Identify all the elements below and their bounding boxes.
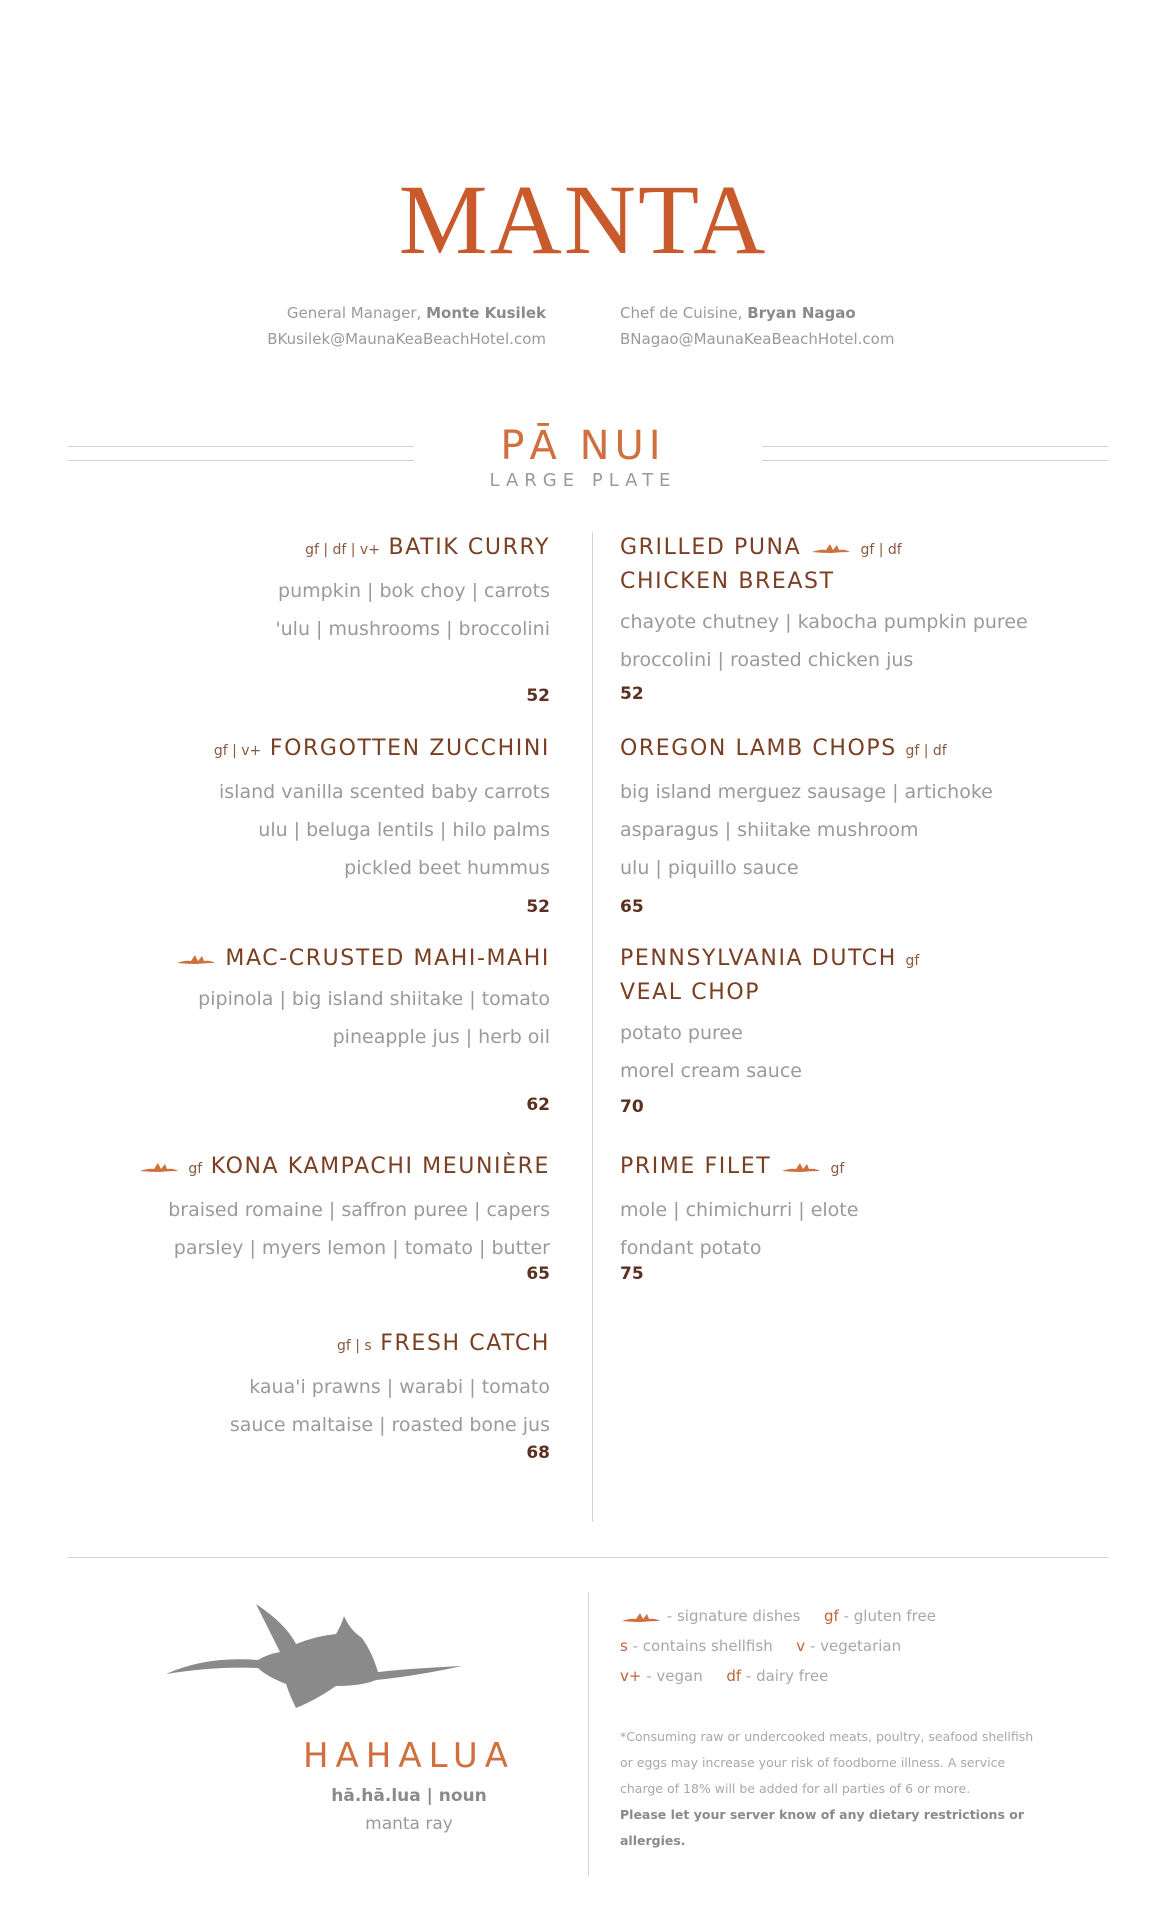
column-divider: [592, 532, 593, 1522]
item-title: [30, 532, 550, 566]
desc-line: mole | chimichurri | elote: [620, 1199, 859, 1221]
desc-line: parsley | myers lemon | tomato | butter: [173, 1237, 550, 1259]
legend-gf-key: gf: [824, 1607, 839, 1625]
menu-item-kona-kampachi: [30, 1151, 550, 1267]
menu-item-fresh-catch: [30, 1328, 550, 1444]
desc-line: chayote chutney | kabocha pumpkin puree: [620, 611, 1028, 633]
gm-email[interactable]: BKusilek@MaunaKeaBeachHotel.com: [267, 330, 546, 348]
desc-line: fondant potato: [620, 1237, 762, 1259]
chef-email[interactable]: BNagao@MaunaKeaBeachHotel.com: [620, 330, 895, 348]
footer-rule: [68, 1557, 1108, 1558]
item-name: OREGON LAMB CHOPS: [620, 736, 897, 761]
legend-df-key: df: [726, 1667, 742, 1685]
section-title: PĀ NUI: [500, 423, 666, 469]
diet-tags: gf | df: [905, 743, 947, 759]
item-name: KONA KAMPACHI MEUNIÈRE: [210, 1154, 550, 1179]
item-name: MAC-CRUSTED MAHI-MAHI: [225, 946, 550, 971]
diet-tags: gf: [905, 953, 920, 969]
item-price: 52: [526, 897, 550, 917]
diet-tags: gf | df | v+: [305, 542, 380, 558]
gm-name: Monte Kusilek: [426, 304, 546, 322]
item-description: [620, 773, 1140, 887]
legend-df: - dairy free: [745, 1667, 829, 1685]
chef-name: Bryan Nagao: [747, 304, 856, 322]
manta-ray-icon: [166, 1596, 462, 1712]
item-price: 68: [526, 1443, 550, 1463]
title-line-1: [620, 532, 1140, 566]
item-description: [30, 980, 550, 1056]
notice-line: *Consuming raw or undercooked meats, poultry, seafood shellfish: [620, 1729, 1034, 1744]
menu-item-mac-crusted-mahi-mahi: [30, 943, 550, 1056]
desc-line: ulu | beluga lentils | hilo palms: [258, 819, 550, 841]
item-title: [620, 943, 1140, 1008]
hahalua-word: HAHALUA: [302, 1736, 516, 1776]
desc-line: braised romaine | saffron puree | capers: [168, 1199, 550, 1221]
chef-line: [620, 300, 894, 326]
item-description: [620, 603, 1140, 679]
gm-line: [267, 300, 546, 326]
item-name: BATIK CURRY: [388, 535, 550, 560]
diet-tags: gf: [188, 1161, 203, 1177]
legend-s-key: s: [620, 1637, 628, 1655]
item-title: [620, 733, 1140, 767]
signature-dish-icon: [810, 540, 852, 556]
legend-gf: - gluten free: [843, 1607, 936, 1625]
desc-line: island vanilla scented baby carrots: [219, 781, 550, 803]
signature-dish-icon: [175, 951, 217, 967]
desc-line: asparagus | shiitake mushroom: [620, 819, 919, 841]
menu-item-prime-filet: [620, 1151, 1140, 1267]
item-description: [620, 1191, 1140, 1267]
gm-role: General Manager,: [286, 304, 422, 322]
item-price: 75: [620, 1264, 644, 1284]
item-title: [30, 1151, 550, 1185]
item-price: 70: [620, 1097, 644, 1117]
item-description: [30, 572, 550, 648]
legend-vegan-key: v+: [620, 1667, 642, 1685]
diet-tags: gf | v+: [213, 743, 262, 759]
signature-dish-icon: [620, 1609, 662, 1625]
item-description: [30, 1368, 550, 1444]
desc-line: big island merguez sausage | artichoke: [620, 781, 993, 803]
legend-row-2: [620, 1631, 1100, 1661]
menu-item-veal-chop: [620, 943, 1140, 1090]
item-price: 65: [526, 1264, 550, 1284]
notice-line: charge of 18% will be added for all parties of 6 or more.: [620, 1781, 971, 1796]
desc-line: potato puree: [620, 1022, 743, 1044]
diet-tags: gf | s: [336, 1338, 372, 1354]
legend-s: - contains shellfish: [632, 1637, 773, 1655]
item-price: 62: [526, 1095, 550, 1115]
desc-line: ulu | piquillo sauce: [620, 857, 799, 879]
section-subtitle: LARGE PLATE: [489, 470, 677, 491]
menu-item-oregon-lamb-chops: [620, 733, 1140, 887]
item-name-line-2: CHICKEN BREAST: [620, 569, 835, 594]
chef-role: Chef de Cuisine,: [620, 304, 743, 322]
item-name: PRIME FILET: [620, 1154, 772, 1179]
title-line-1: [620, 943, 1140, 977]
item-title: [30, 733, 550, 767]
desc-line: pineapple jus | herb oil: [332, 1026, 550, 1048]
restaurant-name: MANTA: [398, 164, 768, 275]
legend-v: - vegetarian: [809, 1637, 902, 1655]
health-notice: [620, 1724, 1040, 1854]
item-price: 52: [526, 686, 550, 706]
hahalua-meaning: manta ray: [365, 1814, 453, 1834]
legend-signature: - signature dishes: [666, 1607, 801, 1625]
desc-line: broccolini | roasted chicken jus: [620, 649, 914, 671]
legend-row-1: [620, 1601, 1100, 1631]
item-title: [30, 1328, 550, 1362]
desc-line: pickled beet hummus: [344, 857, 550, 879]
item-price: 52: [620, 684, 644, 704]
legend-row-3: [620, 1661, 1100, 1691]
item-name: GRILLED PUNA: [620, 535, 802, 560]
desc-line: 'ulu | mushrooms | broccolini: [275, 618, 550, 640]
item-price: 65: [620, 897, 644, 917]
item-name: FORGOTTEN ZUCCHINI: [269, 736, 550, 761]
item-description: [30, 1191, 550, 1267]
desc-line: pumpkin | bok choy | carrots: [278, 580, 550, 602]
hahalua-phonetic: hā.hā.lua | noun: [331, 1786, 487, 1806]
desc-line: kaua'i prawns | warabi | tomato: [249, 1376, 550, 1398]
menu-item-grilled-puna-chicken: [620, 532, 1140, 679]
signature-dish-icon: [138, 1159, 180, 1175]
legend-vegan: - vegan: [646, 1667, 703, 1685]
desc-line: pipinola | big island shiitake | tomato: [198, 988, 550, 1010]
item-title: [620, 532, 1140, 597]
diet-tags: gf | df: [860, 542, 902, 558]
item-name-line-2: VEAL CHOP: [620, 980, 761, 1005]
diet-tags: gf: [830, 1161, 845, 1177]
menu-item-batik-curry: [30, 532, 550, 648]
allergy-notice: Please let your server know of any dietary restrictions or allergies.: [620, 1807, 1024, 1848]
desc-line: morel cream sauce: [620, 1060, 802, 1082]
item-title: [620, 1151, 1140, 1185]
chef-contact: [620, 300, 894, 352]
item-title: [30, 943, 550, 974]
signature-dish-icon: [780, 1159, 822, 1175]
menu-item-forgotten-zucchini: [30, 733, 550, 887]
item-description: [620, 1014, 1140, 1090]
notice-line: or eggs may increase your risk of foodborne illness. A service: [620, 1755, 1006, 1770]
desc-line: sauce maltaise | roasted bone jus: [229, 1414, 550, 1436]
item-name: PENNSYLVANIA DUTCH: [620, 946, 897, 971]
legend-v-key: v: [796, 1637, 806, 1655]
general-manager-contact: [267, 300, 546, 352]
item-name: FRESH CATCH: [380, 1331, 550, 1356]
item-description: [30, 773, 550, 887]
